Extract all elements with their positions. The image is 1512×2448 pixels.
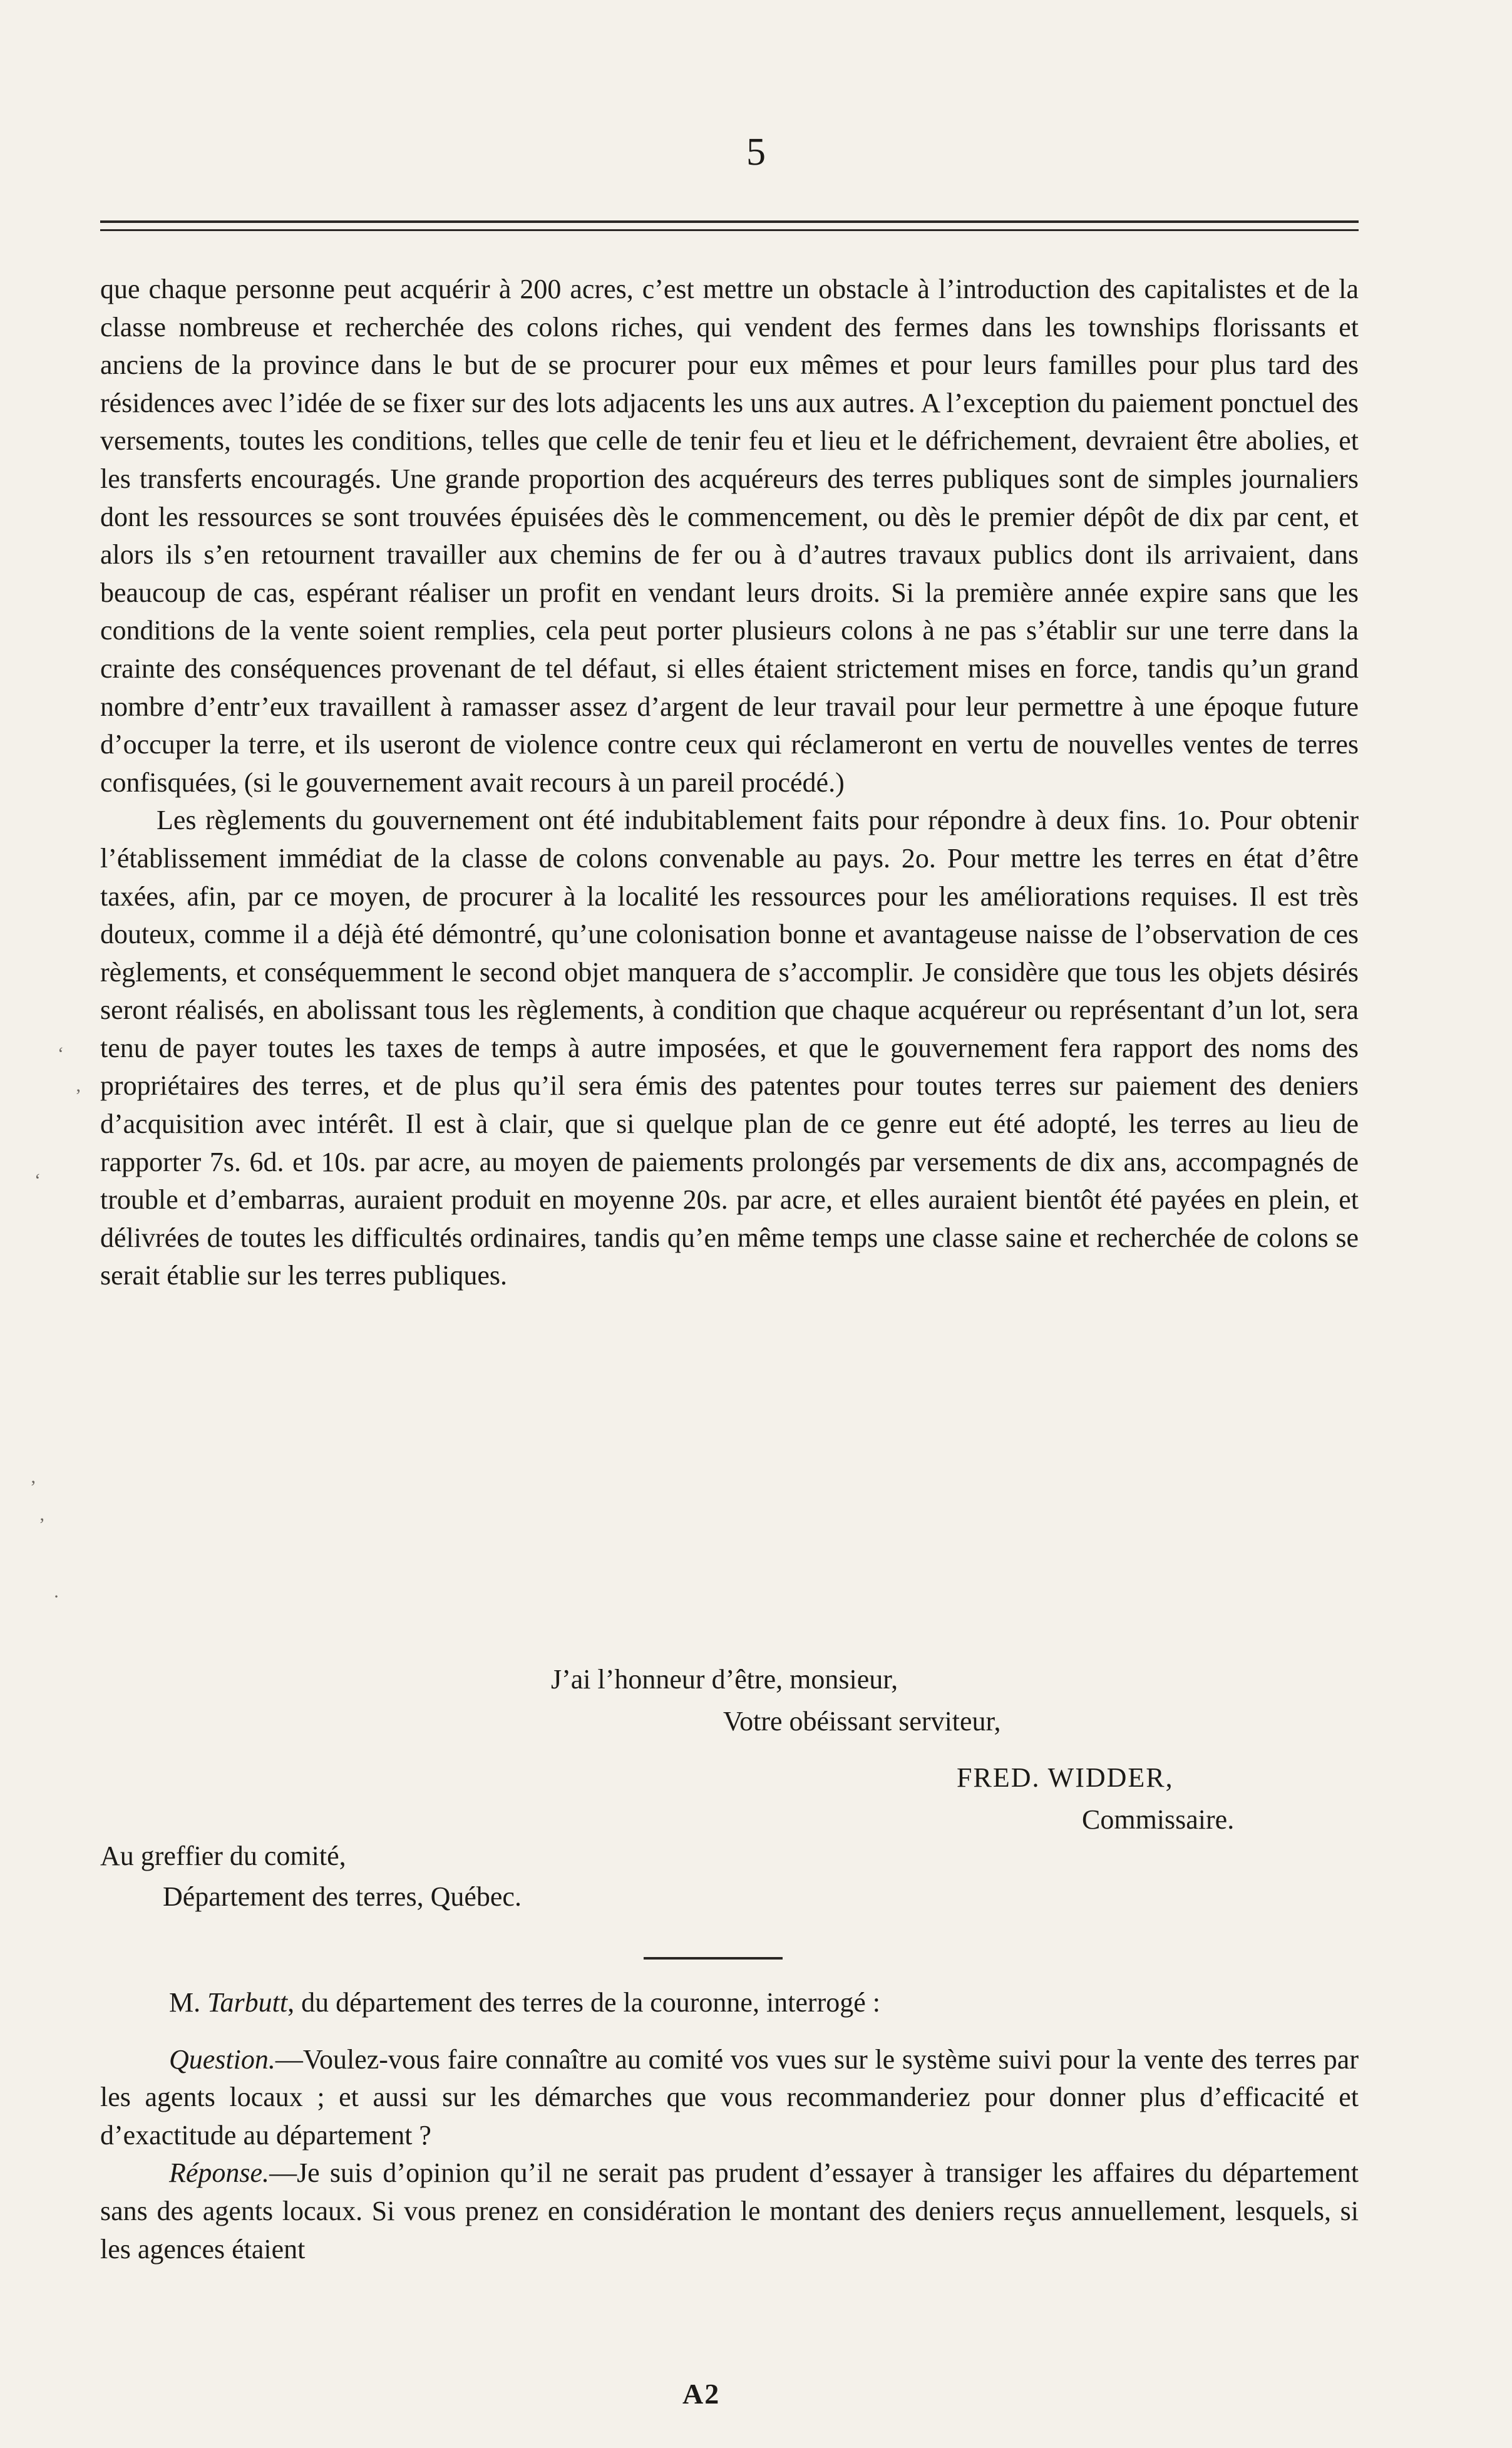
- question-paragraph: [100, 2041, 1359, 2155]
- closing-salutation: J’ai l’honneur d’être, monsieur,: [551, 1664, 898, 1695]
- addressee-line-1: Au greffier du comité,: [100, 1841, 346, 1871]
- margin-speck: ‘: [34, 1170, 41, 1190]
- testimony-intro: [100, 1984, 1359, 2022]
- testimony-intro-rest: , du département des terres de la couronne, interrogé :: [287, 1987, 880, 2018]
- margin-speck: ’: [75, 1085, 81, 1106]
- question-label: Question.: [169, 2043, 275, 2075]
- body-paragraph-2: Les règlements du gouvernement ont été indubitablement faits pour répondre à deux fins. 1o. Pour obtenir l’établissement immédiat de la classe de colons convenable au pays. 2o. Pour mettre les terres en état d’être taxées, afin, par ce moyen, de procurer à la localité les ressources pour les améliorations requises. Il est très douteux, comme il a déjà été démontré, qu’une colonisation bonne et avantageuse naisse de l’observation de ces règlements, et conséquemment le second objet manquera de s’accomplir. Je considère que tous les objets désirés seront réalisés, en abolissant tous les règlements, à condition que chaque acquéreur ou représentant d’un lot, sera tenu de payer toutes les taxes de temps à autre imposées, et que le gouvernement fera rapport des noms des propriétaires des terres, et de plus qu’il sera émis des patentes pour toutes terres sur paiement des deniers d’acquisition avec intérêt. Il est à clair, que si quelque plan de ce genre eut été adopté, les terres au lieu de rapporter 7s. 6d. et 10s. par acre, au moyen de paiements prolongés par versements de dix ans, accompagnés de trouble et d’embarras, auraient produit en moyenne 20s. par acre, et elles auraient bientôt été payées en plein, et délivrées de toutes les difficultés ordinaires, tandis qu’en même temps une classe saine et recherchée de colons se serait établie sur les terres publiques.: [100, 805, 1359, 1291]
- margin-speck: ’: [39, 1514, 45, 1535]
- letter-body: [100, 271, 1359, 1295]
- margin-speck: ·: [53, 1586, 59, 1607]
- witness-name: Tarbutt: [207, 1987, 288, 2018]
- answer-paragraph: [100, 2154, 1359, 2268]
- margin-speck: ‘: [58, 1043, 64, 1064]
- page-number: 5: [746, 131, 766, 173]
- answer-label: Réponse.: [169, 2157, 270, 2189]
- signer-title: Commissaire.: [1082, 1804, 1235, 1835]
- addressee-line-2: Département des terres, Québec.: [163, 1881, 522, 1912]
- header-double-rule: [100, 220, 1359, 231]
- answer-text: —Je suis d’opinion qu’il ne serait pas prudent d’essayer à transiger les affaires du département sans des agents locaux. Si vous prenez en considération le montant des deniers reçus annuellement, lesquels, si les agences étaient: [100, 2157, 1359, 2265]
- printer-signature-mark: A2: [682, 2378, 721, 2410]
- testimony-section: [100, 1984, 1359, 2268]
- testimony-intro-prefix: M.: [169, 1987, 208, 2018]
- signer-name: FRED. WIDDER,: [957, 1762, 1174, 1793]
- body-paragraph-1: que chaque personne peut acquérir à 200 acres, c’est mettre un obstacle à l’introduction des capitalistes et de la classe nombreuse et recherchée des colons riches, qui vendent des fermes dans les townships florissants et anciens de la province dans le but de se procurer pour eux mêmes et pour leurs familles pour plus tard des résidences avec l’idée de se fixer sur des lots adjacents les uns aux autres. A l’exception du paiement ponctuel des versements, toutes les conditions, telles que celle de tenir feu et lieu et le défrichement, devraient être abolies, et les transferts encouragés. Une grande proportion des acquéreurs des terres publiques sont de simples journaliers dont les ressources se sont trouvées épuisées dès le commencement, ou dès le premier dépôt de dix par cent, et alors ils s’en retournent travailler aux chemins de fer ou à d’autres travaux publics dont ils arrivaient, dans beaucoup de cas, espérant réaliser un profit en vendant leurs droits. Si la première année expire sans que les conditions de la vente soient remplies, cela peut porter plusieurs colons à ne pas s’établir sur une terre dans la crainte des conséquences provenant de tel défaut, si elles étaient strictement mises en force, tandis qu’un grand nombre d’entr’eux travaillent à ramasser assez d’argent de leur travail pour leur permettre à une époque future d’occuper la terre, et ils useront de violence contre ceux qui réclameront en vertu de nouvelles ventes de terres confisquées, (si le gouvernement avait recours à un pareil procédé.): [100, 274, 1359, 798]
- section-divider: [644, 1957, 783, 1960]
- question-text: —Voulez-vous faire connaître au comité vos vues sur le système suivi pour la vente des terres par les agents locaux ; et aussi sur les démarches que vous recommanderiez pour donner plus d’efficacité et d’exactitude au département ?: [100, 2043, 1359, 2151]
- margin-speck: ’: [30, 1477, 36, 1497]
- closing-servant: Votre obéissant serviteur,: [723, 1706, 1001, 1737]
